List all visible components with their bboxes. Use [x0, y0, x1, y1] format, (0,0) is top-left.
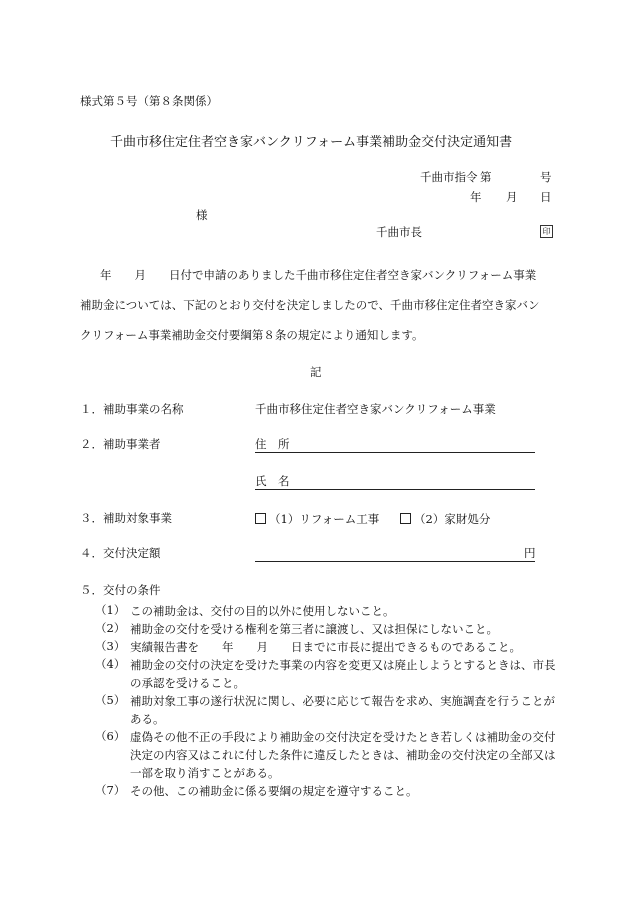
body-line-1: 年 月 日付で申請のありました千曲市移住定住者空き家バンクリフォーム事業 — [100, 268, 537, 282]
dai-label: 第 — [480, 170, 492, 184]
mayor-title: 千曲市長 — [376, 225, 422, 239]
issuer-prefix: 千曲市指令 — [420, 170, 478, 184]
item4-label: ４．交付決定額 — [80, 546, 161, 560]
condition-number: （6） — [95, 729, 126, 743]
item5-label: ５．交付の条件 — [80, 583, 161, 597]
condition-text: 実績報告書を 年 月 日までに市長に提出できるものであること。 — [130, 640, 521, 654]
name-line[interactable] — [255, 489, 535, 490]
checkbox-icon[interactable] — [255, 513, 266, 524]
day-label: 日 — [540, 190, 552, 204]
month-label: 月 — [506, 190, 518, 204]
condition-text: 補助金の交付の決定を受けた事業の内容を変更又は廃止しようとするときは、市長の承認を受けること。 — [130, 658, 556, 690]
option-disposal-label: （2）家財処分 — [414, 512, 491, 526]
item2-label: ２．補助事業者 — [80, 437, 161, 451]
body-line-3: クリフォーム事業補助金交付要綱第８条の規定により通知します。 — [80, 328, 424, 342]
option-reform[interactable] — [255, 513, 379, 526]
item3-label: ３．補助対象事業 — [80, 511, 172, 525]
condition-number: （4） — [95, 657, 126, 671]
go-label: 号 — [540, 170, 552, 184]
ki-label: 記 — [310, 365, 322, 379]
year-label: 年 — [470, 190, 482, 204]
condition-text: 補助金の交付を受ける権利を第三者に譲渡し、又は担保にしないこと。 — [130, 622, 498, 636]
condition-text: その他、この補助金に係る要綱の規定を遵守すること。 — [130, 784, 418, 798]
body-line-2: 補助金については、下記のとおり交付を決定しましたので、千曲市移住定住者空き家バン — [80, 298, 540, 312]
seal-mark: 印 — [540, 225, 553, 238]
checkbox-icon[interactable] — [400, 513, 411, 524]
option-disposal[interactable] — [400, 513, 490, 526]
item1-label: １．補助事業の名称 — [80, 402, 184, 416]
amount-line[interactable] — [255, 561, 535, 562]
condition-text: 補助対象工事の遂行状況に関し、必要に応じて報告を求め、実施調査を行うことがある。 — [130, 694, 556, 726]
address-label: 住 所 — [255, 437, 290, 451]
form-number: 様式第５号（第８条関係） — [80, 94, 218, 108]
item1-value: 千曲市移住定住者空き家バンクリフォーム事業 — [255, 402, 496, 416]
condition-number: （7） — [95, 783, 126, 797]
condition-number: （1） — [95, 603, 126, 617]
option-reform-label: （1）リフォーム工事 — [269, 512, 380, 526]
condition-number: （2） — [95, 621, 126, 635]
condition-text: この補助金は、交付の目的以外に使用しないこと。 — [130, 604, 395, 618]
yen-label: 円 — [524, 546, 536, 560]
name-label: 氏 名 — [255, 474, 290, 488]
condition-number: （3） — [95, 639, 126, 653]
condition-number: （5） — [95, 693, 126, 707]
condition-text: 虚偽その他不正の手段により補助金の交付決定を受けたとき若しくは補助金の交付決定の内容又はこれに付した条件に違反したときは、補助金の交付決定の全部又は一部を取り消すことがある。 — [130, 730, 556, 780]
recipient-sama: 様 — [196, 208, 208, 222]
document-title: 千曲市移住定住者空き家バンクリフォーム事業補助金交付決定通知書 — [110, 135, 513, 150]
address-line[interactable] — [255, 452, 535, 453]
